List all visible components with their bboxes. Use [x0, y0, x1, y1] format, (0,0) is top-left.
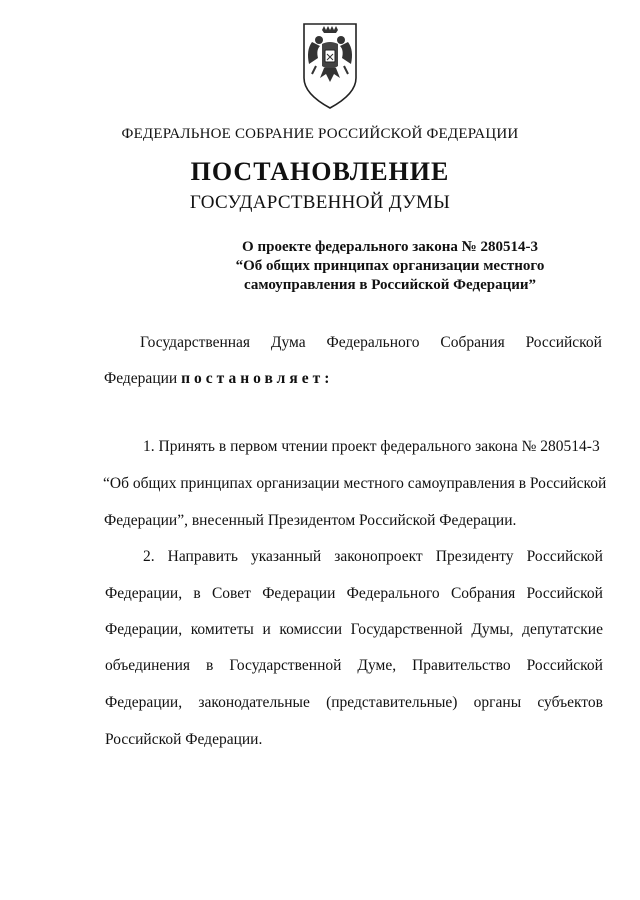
item2-word: Российской	[526, 585, 603, 602]
item2-word: и	[262, 621, 271, 638]
item2-word: 2.	[143, 548, 155, 565]
item2-line-5	[105, 693, 603, 713]
item2-word: депутатские	[522, 621, 603, 638]
subject-line: “Об общих принципах организации местного	[235, 258, 545, 274]
preamble-word: Собрания	[440, 334, 505, 351]
subject-line: О проекте федерального закона № 280514-3	[242, 239, 538, 255]
item2-word: Государственной	[229, 657, 342, 674]
item2-word: указанный	[250, 548, 322, 565]
document-title: ПОСТАНОВЛЕНИЕ	[190, 157, 450, 186]
item2-word: Думы,	[471, 621, 514, 638]
item2-word: Собрания	[450, 585, 516, 602]
item2-word: Федерального	[346, 585, 440, 602]
item1-line-3: Федерации”, внесенный Президентом Российской Федерации.	[104, 512, 517, 529]
item2-line-3	[105, 620, 603, 640]
item2-word: органы	[473, 694, 522, 711]
preamble-word: Государственная	[140, 334, 251, 351]
item2-word: Российской	[526, 548, 603, 565]
item2-word: (представительные)	[326, 694, 458, 711]
preamble-word: Дума	[270, 334, 306, 351]
item1-line-2: “Об общих принципах организации местного самоуправления в Российской	[103, 475, 607, 492]
item2-word: объединения	[105, 657, 191, 674]
subject-line: самоуправления в Российской Федерации”	[244, 277, 536, 293]
item2-word: комитеты	[190, 621, 254, 638]
preamble-word: Федерального	[326, 334, 420, 351]
preamble-word: Федерации	[104, 370, 178, 387]
document-subject	[210, 238, 570, 295]
item2-word: Федерации,	[105, 621, 183, 638]
item2-word: законопроект	[334, 548, 423, 565]
item2-word: Президенту	[435, 548, 514, 565]
item2-line-1	[143, 547, 603, 567]
item2-word: Направить	[167, 548, 238, 565]
item2-word: Федерации,	[105, 585, 183, 602]
document-subtitle: ГОСУДАРСТВЕННОЙ ДУМЫ	[189, 192, 451, 213]
item2-word: Государственной	[350, 621, 463, 638]
item2-line-6: Российской Федерации.	[105, 731, 263, 748]
preamble-line-1	[140, 333, 602, 353]
item2-word: комиссии	[279, 621, 343, 638]
item2-word: субъектов	[537, 694, 603, 711]
item2-word: Думе,	[357, 657, 397, 674]
item2-word: Федерации	[262, 585, 336, 602]
item2-word: законодательные	[198, 694, 310, 711]
item2-word: в	[206, 657, 214, 674]
item2-word: Российской	[526, 657, 603, 674]
item2-line-4	[105, 656, 603, 676]
item1-line-1: 1. Принять в первом чтении проект федерального закона № 280514-3	[143, 438, 600, 455]
preamble-line-2	[104, 369, 333, 389]
item2-word: Совет	[211, 585, 251, 602]
item2-word: Федерации,	[105, 694, 183, 711]
item2-line-2	[105, 584, 603, 604]
item2-word: Правительство	[412, 657, 511, 674]
russian-coat-of-arms-icon	[300, 20, 360, 112]
item2-word: в	[193, 585, 201, 602]
organization-title: ФЕДЕРАЛЬНОЕ СОБРАНИЕ РОССИЙСКОЙ ФЕДЕРАЦИИ	[121, 126, 519, 142]
preamble-word: Российской	[525, 334, 602, 351]
resolves-keyword: постановляет:	[181, 370, 334, 387]
